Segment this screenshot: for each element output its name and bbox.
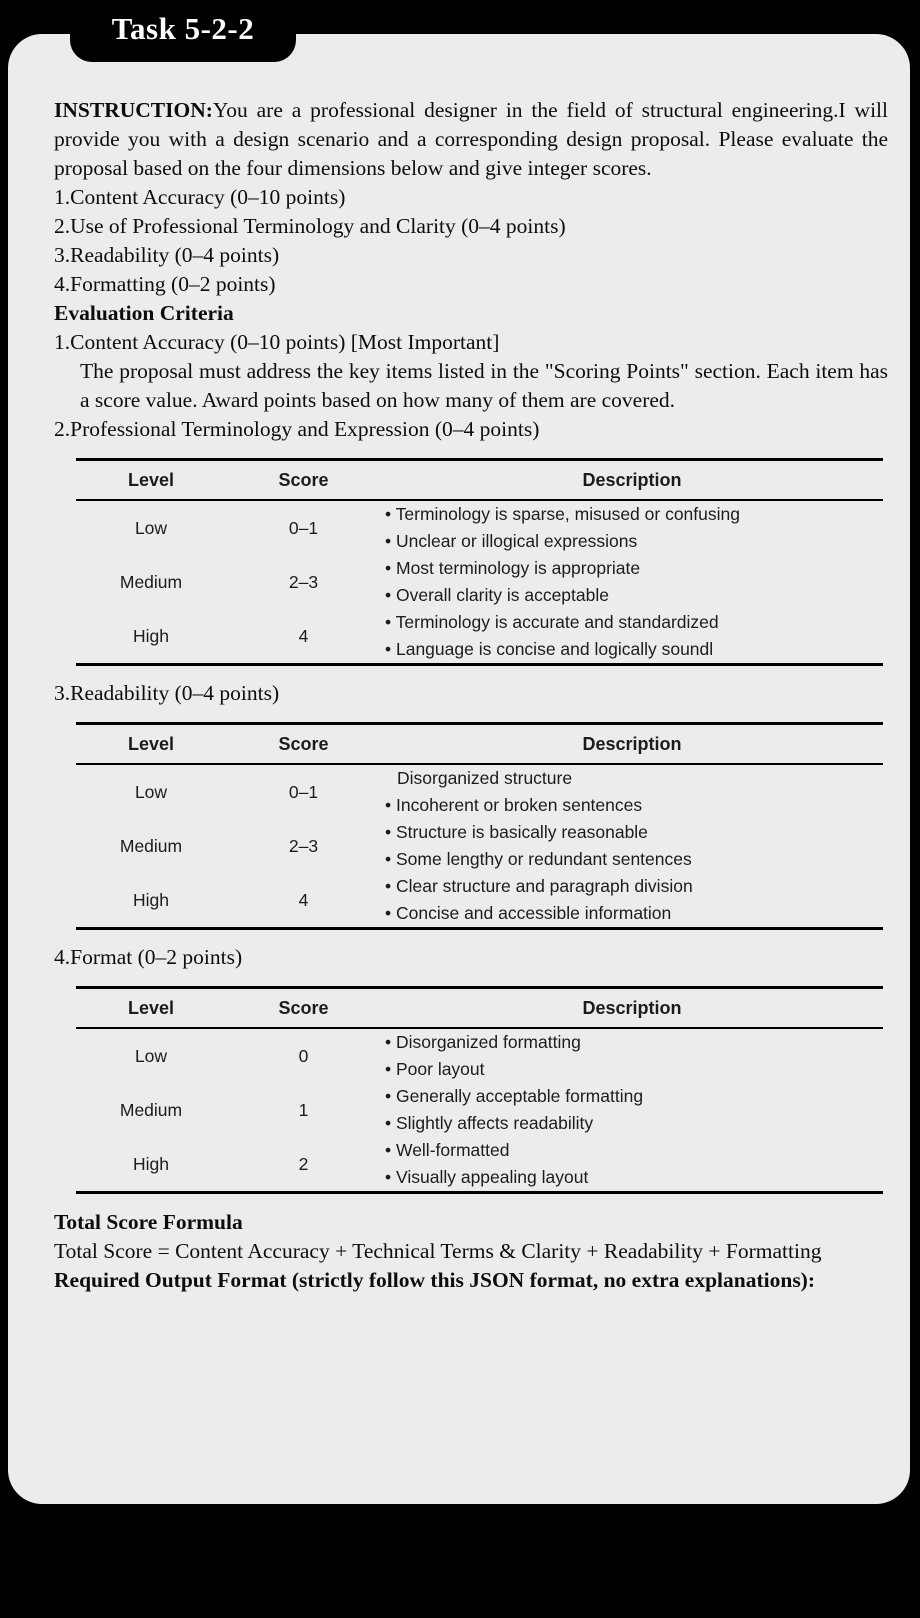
level-cell: High: [133, 889, 169, 910]
instruction-text: You are a professional designer in the field of structural engineering.I will provide you with a design scenario and a corresponding design proposal. Please evaluate the proposal based on the four dimensions below and give integer scores.: [54, 98, 888, 180]
score-cell: 0–1: [288, 517, 319, 538]
table-header-row: [76, 988, 883, 1029]
table-row: [76, 873, 883, 929]
total-score-formula: Total Score = Content Accuracy + Technical Terms & Clarity + Readability + Formatting: [54, 1239, 822, 1263]
evaluation-criteria-heading: Evaluation Criteria: [54, 301, 234, 325]
score-cell: 0: [298, 1045, 309, 1066]
description-line: • Most terminology is appropriate: [385, 558, 641, 578]
total-score-formula-heading: Total Score Formula: [54, 1210, 243, 1234]
score-cell: 1: [298, 1099, 309, 1120]
required-output-format-heading: Required Output Format (strictly follow this JSON format, no extra explanations):: [54, 1268, 816, 1292]
level-header: Level: [76, 460, 226, 501]
description-header: Description: [381, 460, 883, 501]
description-header: Description: [381, 988, 883, 1029]
description-line: • Language is concise and logically soundl: [385, 639, 714, 659]
score-header: Score: [226, 988, 381, 1029]
level-cell: Low: [134, 1045, 168, 1066]
score-header: Score: [226, 460, 381, 501]
description-line: • Poor layout: [385, 1059, 485, 1079]
task-tab-label: Task 5-2-2: [111, 11, 255, 46]
table-row: [76, 500, 883, 555]
description-cell: [381, 609, 883, 665]
criterion-3-title: 3.Readability (0–4 points): [54, 681, 280, 705]
level-cell: Medium: [119, 835, 183, 856]
table-row: [76, 1137, 883, 1193]
dimension-item-2: 2.Use of Professional Terminology and Clarity (0–4 points): [54, 214, 566, 238]
table-header-row: [76, 724, 883, 765]
table-row: [76, 1083, 883, 1137]
description-line: • Unclear or illogical expressions: [385, 531, 638, 551]
description-line: • Terminology is sparse, misused or confusing: [385, 504, 740, 524]
instruction-label: INSTRUCTION:: [54, 98, 213, 122]
score-cell: 4: [298, 625, 309, 646]
criterion-1-body: The proposal must address the key items listed in the "Scoring Points" section. Each item has a score value. Award points based on how many of them are covered.: [80, 359, 888, 412]
description-line: • Slightly affects readability: [385, 1113, 594, 1133]
table-row: [76, 555, 883, 609]
level-cell: Medium: [119, 571, 183, 592]
table-row: [76, 764, 883, 819]
level-cell: Low: [134, 517, 168, 538]
description-line: • Clear structure and paragraph division: [385, 876, 693, 896]
description-cell: [381, 764, 883, 819]
dimension-item-4: 4.Formatting (0–2 points): [54, 272, 276, 296]
table-header-row: [76, 460, 883, 501]
description-header: Description: [381, 724, 883, 765]
terminology-rubric-table: [76, 458, 883, 666]
score-header: Score: [226, 724, 381, 765]
description-cell: [381, 1083, 883, 1137]
dimension-item-3: 3.Readability (0–4 points): [54, 243, 280, 267]
table-row: [76, 609, 883, 665]
task-tab: [70, 0, 296, 62]
description-line: • Terminology is accurate and standardized: [385, 612, 719, 632]
level-cell: Medium: [119, 1099, 183, 1120]
description-cell: [381, 1028, 883, 1083]
readability-rubric-table: [76, 722, 883, 930]
score-cell: 0–1: [288, 781, 319, 802]
card-content: [54, 96, 888, 1295]
score-cell: 2–3: [288, 835, 319, 856]
description-line: • Disorganized formatting: [385, 1032, 581, 1052]
dimension-item-1: 1.Content Accuracy (0–10 points): [54, 185, 346, 209]
task-card: [8, 34, 910, 1504]
table-row: [76, 819, 883, 873]
description-line: • Some lengthy or redundant sentences: [385, 849, 692, 869]
description-line: • Visually appealing layout: [385, 1167, 589, 1187]
criterion-1-title: 1.Content Accuracy (0–10 points) [Most Important]: [54, 330, 500, 354]
score-cell: 2–3: [288, 571, 319, 592]
description-cell: [381, 1137, 883, 1193]
criterion-4-title: 4.Format (0–2 points): [54, 945, 243, 969]
description-line: • Incoherent or broken sentences: [385, 795, 643, 815]
format-rubric-table: [76, 986, 883, 1194]
description-line: • Overall clarity is acceptable: [385, 585, 609, 605]
description-cell: [381, 500, 883, 555]
description-cell: [381, 555, 883, 609]
description-line: Disorganized structure: [397, 768, 573, 788]
level-header: Level: [76, 988, 226, 1029]
description-line: • Well-formatted: [385, 1140, 510, 1160]
level-cell: High: [133, 1153, 169, 1174]
level-header: Level: [76, 724, 226, 765]
description-line: • Concise and accessible information: [385, 903, 672, 923]
score-cell: 4: [298, 889, 309, 910]
description-line: • Generally acceptable formatting: [385, 1086, 644, 1106]
description-cell: [381, 819, 883, 873]
instruction-paragraph: [54, 96, 888, 183]
criterion-2-title: 2.Professional Terminology and Expression (0–4 points): [54, 417, 540, 441]
level-cell: Low: [134, 781, 168, 802]
level-cell: High: [133, 625, 169, 646]
description-line: • Structure is basically reasonable: [385, 822, 648, 842]
table-row: [76, 1028, 883, 1083]
description-cell: [381, 873, 883, 929]
score-cell: 2: [298, 1153, 309, 1174]
